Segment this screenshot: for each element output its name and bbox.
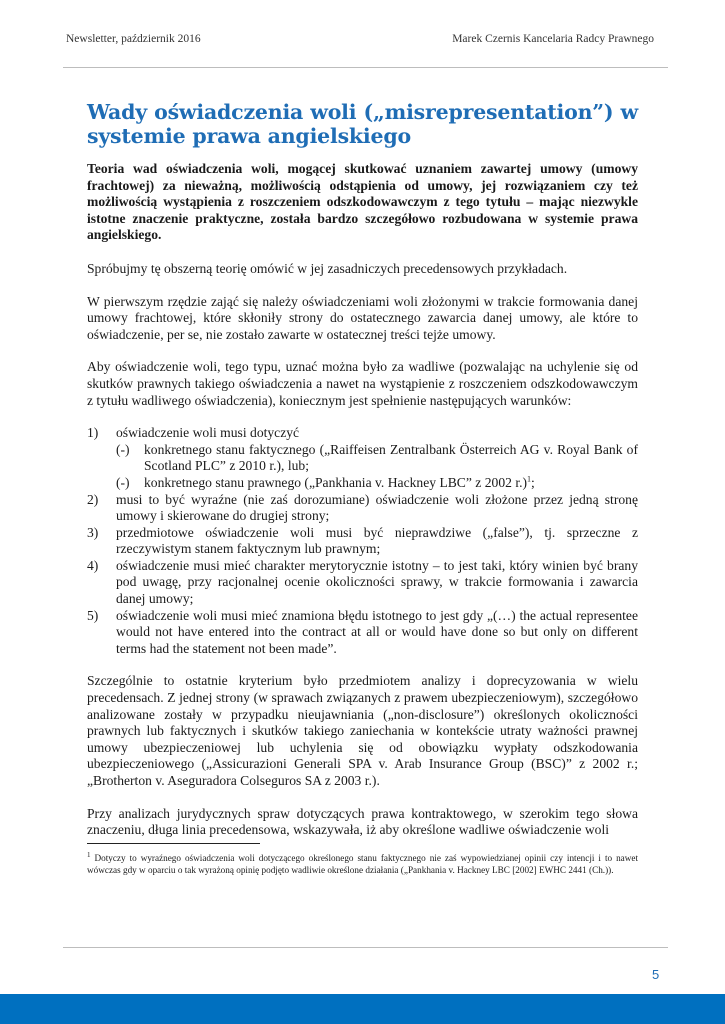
list-item — [87, 558, 638, 608]
list-number: 2) — [87, 491, 99, 507]
sub-list-item — [116, 475, 638, 492]
article-body — [87, 100, 638, 855]
footnote — [87, 852, 638, 877]
header-firm-name: Marek Czernis Kancelaria Radcy Prawnego — [452, 33, 654, 45]
footnote-text: Dotyczy to wyraźnego oświadczenia woli dotyczącego określonego stanu faktycznego nie zaś wypowiedzianej opinii czy intencji i to nawet wówczas gdy w oparciu o tak wyrażoną opinię podjęto wadliwie określone działania („Pankhania v. Hackney LBC [2002] EWHC 2441 (Ch.)). — [87, 853, 639, 876]
article-title: Wady oświadczenia woli („misrepresentation”) w systemie prawa angielskiego — [87, 100, 638, 148]
paragraph-conditions: Aby oświadczenie woli, tego typu, uznać można było za wadliwe (pozwalając na uchylenie się od skutków prawnych takiego oświadczenia a nawet na wystąpienie z roszczeniem odszkodowawczym z tytułu wadliwego oświadczenia), koniecznym jest spełnienie następujących warunków: — [87, 359, 638, 408]
list-item — [87, 425, 638, 491]
footer-divider — [63, 947, 668, 948]
paragraph-contract-law: Przy analizach jurydycznych spraw dotyczących prawa kontraktowego, w szerokim tego słowa znaczeniu, długa linia precedensowa, wskazywała, iż aby określone wadliwe oświadczenie woli — [87, 805, 638, 838]
list-number: 1) — [87, 425, 99, 441]
list-item-text: oświadczenie woli musi dotyczyć — [116, 425, 300, 441]
list-item-text: przedmiotowe oświadczenie woli musi być nieprawdziwe („false”), tj. sprzeczne z rzeczywistym stanem faktycznym lub prawnym; — [116, 524, 638, 557]
sub-list-item-text: konkretnego stanu faktycznego („Raiffeisen Zentralbank Österreich AG v. Royal Bank of Scotland PLC” z 2010 r.), lub; — [144, 441, 638, 474]
footer-accent-bar — [0, 994, 725, 1024]
list-item — [87, 492, 638, 525]
sub-list-item — [116, 442, 638, 475]
list-item-text: oświadczenie woli musi mieć znamiona błędu istotnego to jest gdy „(…) the actual representee would not have entered into the contract at all or would have done so but only on different terms had the statement not been made”. — [116, 607, 638, 656]
footnote-mark: 1 — [87, 850, 91, 859]
paragraph-first-issue: W pierwszym rzędzie zająć się należy oświadczeniami woli złożonymi w trakcie formowania danej umowy frachtowej, które skłoniły strony do ostatecznego zawarcia danej umowy, ale które to oświadczenie, per se, nie zostało zawarte w ostatecznej treści tejże umowy. — [87, 293, 638, 342]
list-number: 4) — [87, 557, 99, 573]
sub-list-marker: (-) — [116, 441, 130, 457]
header-newsletter-date: Newsletter, październik 2016 — [66, 33, 201, 45]
footnote-separator — [87, 843, 260, 844]
list-item-text: musi to być wyraźne (nie zaś dorozumiane) oświadczenie woli złożone przez jedną stronę umowy i skierowane do drugiej strony; — [116, 491, 638, 524]
sub-list-marker: (-) — [116, 474, 130, 490]
footnote-reference[interactable]: 1 — [527, 474, 532, 484]
list-item — [87, 525, 638, 558]
list-number: 5) — [87, 607, 99, 623]
list-item — [87, 608, 638, 658]
paragraph-precedents: Szczególnie to ostatnie kryterium było przedmiotem analizy i doprecyzowania w wielu precedensach. Z jednej strony (w sprawach związanych z prawem ubezpieczeniowym), szczegółowo analizowane zostały w przypadku nieujawniania („non-disclosure”) określonych okoliczności prawnych lub faktycznych i skutków takiego zaniechania w kontekście utraty ważności prawnej umowy ubezpieczeniowej lub uchylenia się od obowiązku wypłaty odszkodowania ubezpieczeniowego („Assicurazioni Generali SPA v. Arab Insurance Group (BSC)” z 2002 r.; „Brotherton v. Aseguradora Colseguros SA z 2003 r.). — [87, 673, 638, 788]
conditions-list — [87, 425, 638, 657]
sub-list-item-tail: ; — [531, 474, 535, 490]
article-lead: Teoria wad oświadczenia woli, mogącej skutkować uznaniem zawartej umowy (umowy frachtowej) za nieważną, możliwością odstąpienia od umowy, jej rozwiązaniem czy też możliwością wystąpienia z roszczeniem odszkodowawczym z tego tytułu – mając niezwykle istotne znaczenie praktyczne, została bardzo szczegółowo rozbudowana w systemie prawa angielskiego. — [87, 161, 638, 243]
sub-list — [116, 442, 638, 492]
paragraph-intro: Spróbujmy tę obszerną teorię omówić w jej zasadniczych precedensowych przykładach. — [87, 260, 568, 276]
page-number: 5 — [652, 967, 660, 982]
list-item-text: oświadczenie musi mieć charakter merytorycznie istotny – to jest taki, który winien być brany pod uwagę, przy racjonalnej ocenie okoliczności sprawy, w trakcie formowania i zawarcia danej umowy; — [116, 557, 638, 607]
list-number: 3) — [87, 524, 99, 540]
sub-list-item-text: konkretnego stanu prawnego („Pankhania v. Hackney LBC” z 2002 r.) — [144, 474, 528, 490]
header-divider — [63, 67, 668, 68]
